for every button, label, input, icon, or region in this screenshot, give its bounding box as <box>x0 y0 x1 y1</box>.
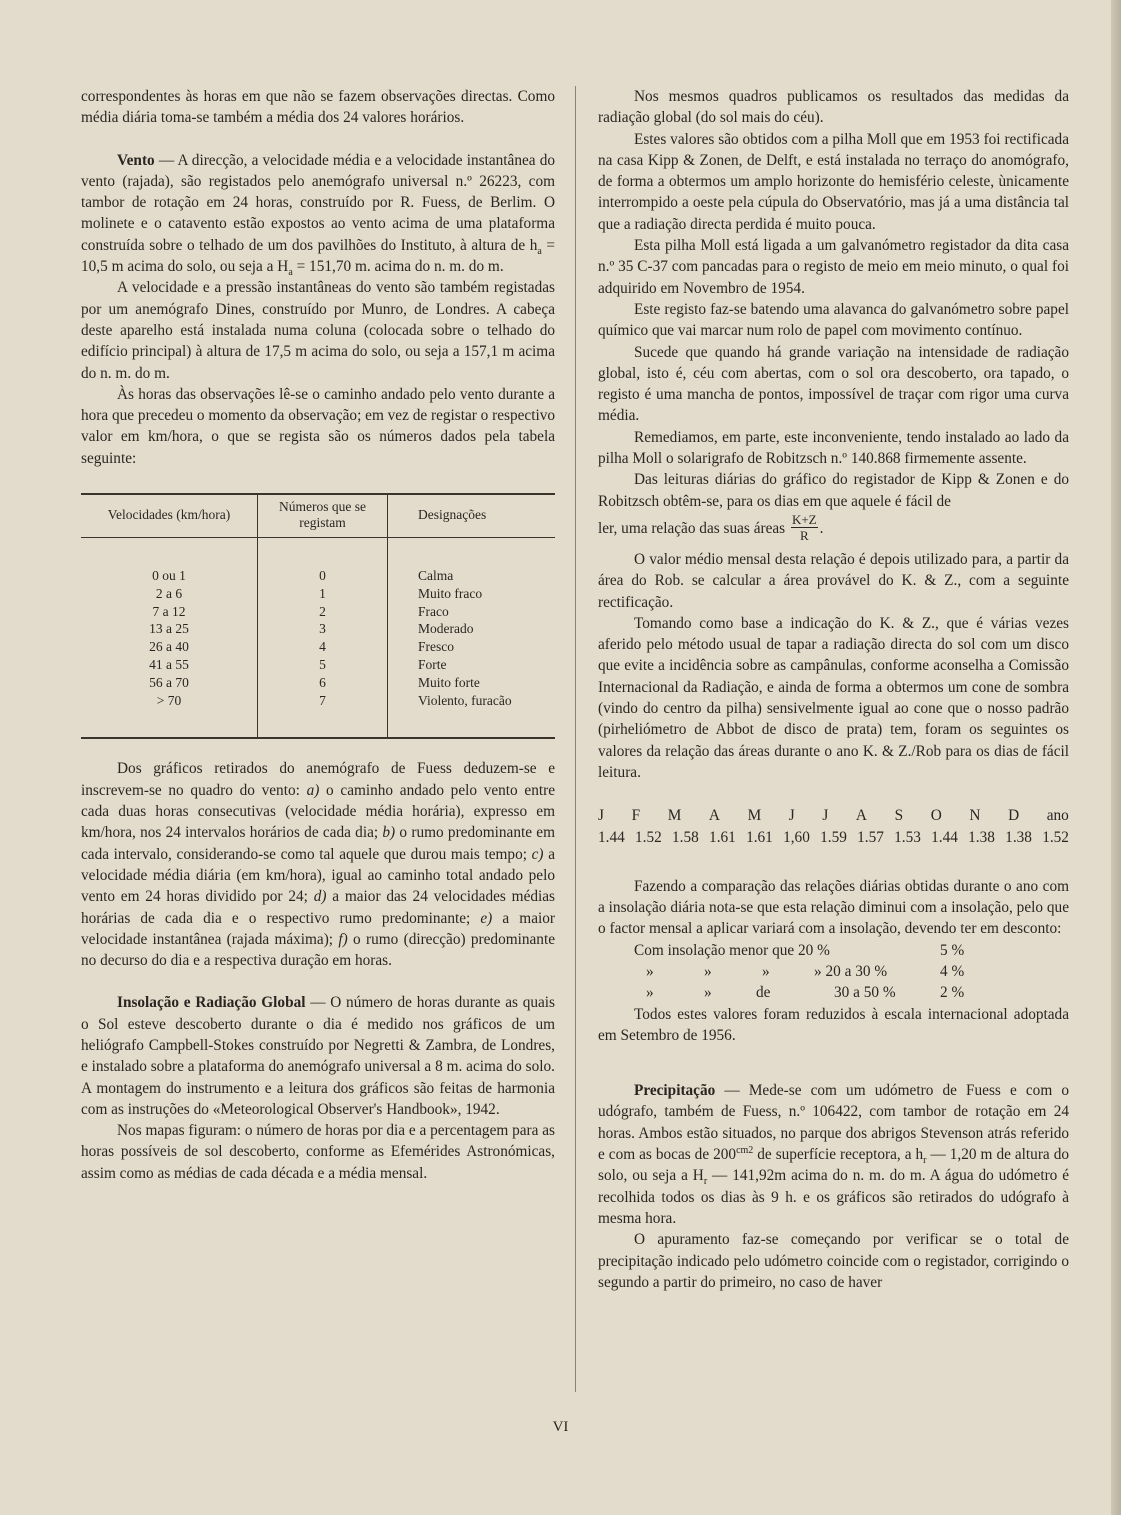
paragraph-observations: Às horas das observações lê-se o caminho andado pelo vento durante a hora que precedeu o momento da observação; em vez de registar o respectivo valor em km/hora, o que se regista são os números dados pela tabela seguinte: <box>81 385 556 467</box>
month-value: 1.44 <box>598 828 625 846</box>
text-span: o rumo predominante em cada intervalo, considerando-se como tal aquele que durou mais tempo; <box>81 824 555 863</box>
text-span: a maior velocidade instantânea (rajada máxima); <box>81 909 555 948</box>
subscript: r <box>923 1155 927 1167</box>
heading-insolacao: Insolação e Radiação Global <box>117 994 306 1012</box>
table-cell: Fraco <box>418 603 449 619</box>
spacer <box>598 940 634 961</box>
text-span: ler, uma relação das suas áreas <box>598 519 786 537</box>
table-row <box>81 692 555 739</box>
paragraph-galvanometro: Esta pilha Moll está ligada a um galvanómetro registador da dita casa n.º 35 C-37 com pancadas para o registo de meio em meio minuto, o qual foi adquirido em Novembro de 1954. <box>598 237 1069 297</box>
paragraph-dines: A velocidade e a pressão instantâneas do vento são também registadas por um anemógrafo Dines, construído por Munro, de Londres. A cabeça deste aparelho está instalada numa coluna (colocada sobre o telhado do edifício principal) à altura de 17,5 m acima do solo, ou seja a 157,1 m acima do n. m. do m. <box>81 279 555 382</box>
table-row <box>81 674 555 692</box>
text-span: — Mede-se com um udómetro de Fuess e com o udógrafo, também de Fuess, n.º 106422, com tambor de rotação em 24 horas. Ambos estão situados, no parque dos abrigos Stevenson atrás referido e com as bocas de 200 <box>598 1082 1069 1164</box>
insolation-discount: 2 % <box>940 984 965 1002</box>
text-span: — 1,20 m de altura do solo, ou seja a H <box>598 1146 1069 1185</box>
superscript: cm2 <box>736 1144 754 1156</box>
table-cell: 13 a 25 <box>81 620 258 638</box>
table-cell: Forte <box>418 657 447 673</box>
table-cell: 0 ou 1 <box>81 538 258 585</box>
right-column <box>598 86 1069 1293</box>
paragraph-radiacao: Nos mesmos quadros publicamos os resultados das medidas da radiação global (do sol mais do céu). <box>598 88 1069 127</box>
table-cell: Muito fraco <box>418 585 483 601</box>
ditto-mark: » <box>762 962 770 980</box>
table-cell: 0 <box>258 538 388 585</box>
table-cell: 5 <box>258 656 388 674</box>
text-span: — O número de horas durante as quais o Sol esteve descoberto durante o dia é medido nos gráficos de um heliógrafo Campbell-Stokes construído por Negretti & Zambra, de Londres, e instalado sobre a plataforma do anemógrafo universal a 8 m. acima do solo. A montagem do instrumento e a leitura dos gráficos são feitas de harmonia com as instruções do «Meteorological Observer's Handbook», 1942. <box>81 994 555 1118</box>
list-marker: c) <box>531 845 544 863</box>
paragraph-robitzsch: Remediamos, em parte, este inconveniente, tendo instalado ao lado da pilha Moll o solarigrafo de Robitzsch n.º 140.868 firmemente assente. <box>598 428 1069 468</box>
month-value: 1.52 <box>635 828 662 846</box>
month-label: J <box>598 807 604 825</box>
text-span: de superfície receptora, a h <box>753 1146 924 1164</box>
month-label: S <box>894 807 904 825</box>
month-value: 1.57 <box>857 828 884 846</box>
table-row <box>81 585 555 603</box>
ditto-mark: » <box>704 984 712 1002</box>
insolation-row <box>598 961 1069 982</box>
month-value: 1.61 <box>746 828 773 846</box>
month-label: A <box>708 807 720 825</box>
table-header-numeros: Números que se registam <box>258 494 388 538</box>
table-cell: 4 <box>258 638 388 656</box>
wind-table <box>81 493 555 739</box>
month-label: J <box>822 807 829 825</box>
month-label: A <box>855 807 867 825</box>
fraction-denominator: R <box>799 527 809 543</box>
table-cell: Calma <box>418 568 454 584</box>
text-span: . <box>819 519 824 537</box>
paragraph-mapas: Nos mapas figuram: o número de horas por dia e a percentagem para as horas possíveis de sol descoberto, conforme as Efemérides Astronómicas, assim como as médias de cada década e a média mensal. <box>81 1122 555 1182</box>
insolation-row <box>598 982 1069 1003</box>
table-row <box>81 603 555 621</box>
spacer <box>598 982 646 1003</box>
text-span: Dos gráficos retirados do anemógrafo de Fuess deduzem-se e inscrevem-se no quadro do vento: <box>81 760 555 799</box>
paragraph-continuation: correspondentes às horas em que não se fazem observações directas. Como média diária toma-se também a média dos 24 valores horários. <box>81 88 555 127</box>
spacer <box>598 961 646 982</box>
table-header-designacoes: Designações <box>388 494 556 538</box>
text-span: = 10,5 m acima do solo, ou seja a H <box>81 236 555 276</box>
month-value: 1.52 <box>1042 828 1069 846</box>
month-value: 1.53 <box>894 828 921 846</box>
months-row <box>598 805 1069 826</box>
paragraph-valor-medio: O valor médio mensal desta relação é depois utilizado para, a partir da área do Rob. se calcular a área provável do K. & Z., com a seguinte rectificação. <box>598 550 1069 611</box>
table-cell: 7 <box>258 692 388 739</box>
insolation-condition: Com insolação menor que 20 % <box>634 941 830 959</box>
text-span: a velocidade média diária (em km/hora), igual ao caminho total andado pelo vento em 24 horas dividido por 24; <box>81 845 555 906</box>
paragraph-relacao <box>598 511 1069 545</box>
page-edge <box>1111 0 1121 1515</box>
subscript: a <box>537 245 542 257</box>
month-value: 1.38 <box>968 828 995 846</box>
month-value: 1.44 <box>931 828 958 846</box>
table-cell: 26 a 40 <box>81 638 258 656</box>
table-cell: 1 <box>258 585 388 603</box>
fraction <box>791 512 818 543</box>
table-row <box>81 638 555 656</box>
month-value: 1.38 <box>1005 828 1032 846</box>
paragraph-leituras: Das leituras diárias do gráfico do registador de Kipp & Zonen e do Robitzsch obtêm-se, para os dias em que aquele é fácil de <box>598 471 1069 510</box>
paragraph-pilha-moll: Estes valores são obtidos com a pilha Moll que em 1953 foi rectificada na casa Kipp & Zonen, de Delft, e está instalada no terraço do anomógrafo, de forma a obtermos um amplo horizonte do hemisfério celeste, ùnicamente interrompido a oeste pela cúpula do Observatório, mas já a uma distância tal que a radiação directa perdida é muito pouca. <box>598 130 1069 233</box>
page-number: VI <box>552 1419 569 1435</box>
table-header-velocidades: Velocidades (km/hora) <box>81 494 258 538</box>
text-span: a maior das 24 velocidades médias horárias de cada dia e o respectivo rumo predominante; <box>81 888 555 927</box>
text-span: — A direcção, a velocidade média e a velocidade instantânea do vento (rajada), são registados pelo anemógrafo universal n.º 26223, com tambor de rotação em 24 horas, construído por R. Fuess, de Berlim. O molinete e o catavento estão expostos ao vento acima de uma plataforma construída sobre o telhado de um dos pavilhões do Instituto, à altura de h <box>81 151 555 254</box>
table-cell: 56 a 70 <box>81 674 258 692</box>
month-value: 1.59 <box>820 828 847 846</box>
ditto-mark: » <box>646 984 654 1002</box>
list-marker: b) <box>382 824 396 842</box>
month-value: 1.61 <box>709 828 736 846</box>
subscript: a <box>288 267 293 279</box>
ditto-mark: » <box>646 962 654 980</box>
table-cell: 6 <box>258 674 388 692</box>
month-label: F <box>631 807 641 825</box>
text-span: — 141,92m acima do n. m. do m. A água do udómetro é recolhida todos os dias às 9 h. e os gráficos são retirados do udógrafo à mesma hora. <box>598 1167 1069 1227</box>
table-cell: 3 <box>258 620 388 638</box>
paragraph-apuramento: O apuramento faz-se começando por verificar se o total de precipitação indicado pelo udómetro coincide com o registador, corrigindo o segundo a partir do primeiro, no caso de haver <box>598 1231 1069 1291</box>
paragraph-variacao: Sucede que quando há grande variação na intensidade de radiação global, isto é, céu com abertas, com o sol ora descoberto, ora tapado, o registo é uma mancha de pontos, impossível de traçar com rigor uma curva média. <box>598 343 1069 425</box>
month-label: ano <box>1046 807 1069 825</box>
table-row <box>81 620 555 638</box>
table-cell: Fresco <box>418 639 454 655</box>
insolation-word: de <box>756 984 771 1002</box>
table-cell: 7 a 12 <box>81 603 258 621</box>
paragraph-precipitacao <box>598 1080 1069 1229</box>
paragraph-escala: Todos estes valores foram reduzidos à escala internacional adoptada em Setembro de 1956. <box>598 1005 1069 1044</box>
list-marker: f) <box>338 930 348 948</box>
subscript: r <box>703 1176 708 1188</box>
paragraph-comparacao: Fazendo a comparação das relações diárias obtidas durante o ano com a insolação diária nota-se que esta relação diminui com a insolação, pelo que o factor mensal a aplicar variará com a insolação, devendo ter em desconto: <box>598 877 1069 938</box>
text-span: = 151,70 m. acima do n. m. do m. <box>292 258 504 276</box>
table-row <box>81 538 555 585</box>
paragraph-base: Tomando como base a indicação do K. & Z., que é várias vezes aferido pelo método usual de tapar a radiação directa do sol com um disco que evite a incidência sobre as campânulas, conforme aconselha a Comissão Internacional da Radiação, e ainda de forma a obtermos um cone de sombra (vindo do centro da pilha) sensivelmente igual ao cone que o nosso padrão (pirheliómetro de Abbot de disco de prata) tem, foram os seguintes os valores da relação das áreas durante o ano K. & Z./Rob para os dias de fácil leitura. <box>598 614 1069 781</box>
table-cell: Moderado <box>418 621 474 637</box>
table-cell: > 70 <box>81 692 258 739</box>
heading-precipitacao: Precipitação <box>634 1082 716 1100</box>
insolation-condition: » 20 a 30 % <box>814 962 888 980</box>
month-value: 1,60 <box>783 828 810 846</box>
ditto-mark: » <box>704 962 712 980</box>
month-label: M <box>747 807 762 825</box>
insolation-row <box>598 940 1069 961</box>
table-cell: Muito forte <box>418 674 480 690</box>
table-cell: Violento, furacão <box>418 692 512 708</box>
left-column <box>81 86 555 1184</box>
table-row <box>81 656 555 674</box>
column-divider <box>575 86 576 1392</box>
insolation-discount: 5 % <box>940 941 965 959</box>
list-marker: e) <box>480 909 493 927</box>
list-marker: d) <box>313 888 327 906</box>
month-value: 1.58 <box>672 828 699 846</box>
insolation-discount: 4 % <box>940 962 965 980</box>
paragraph-vento <box>81 150 555 278</box>
paragraph-insolacao <box>81 992 555 1120</box>
month-label: N <box>969 807 981 825</box>
paragraph-fuess-graphs <box>81 758 555 971</box>
fraction-numerator: K+Z <box>791 511 817 527</box>
paragraph-registo: Este registo faz-se batendo uma alavanca do galvanómetro sobre papel químico que vai marcar num rolo de papel com movimento contínuo. <box>598 300 1069 340</box>
table-cell: 2 <box>258 603 388 621</box>
table-cell: 41 a 55 <box>81 656 258 674</box>
list-marker: a) <box>306 781 320 799</box>
month-label: M <box>667 807 682 825</box>
month-label: J <box>788 807 795 825</box>
heading-vento: Vento <box>117 151 155 169</box>
text-span: o caminho andado pelo vento entre cada duas horas consecutivas (velocidade média horária), expresso em km/hora, nos 24 intervalos horários de cada dia; <box>81 781 555 842</box>
values-row <box>598 827 1069 848</box>
month-label: D <box>1008 807 1020 825</box>
insolation-condition: 30 a 50 % <box>834 984 896 1002</box>
text-span: o rumo (direcção) predominante no decurso do dia e a respectiva duração em horas. <box>81 930 555 970</box>
month-label: O <box>930 807 942 825</box>
table-cell: 2 a 6 <box>81 585 258 603</box>
